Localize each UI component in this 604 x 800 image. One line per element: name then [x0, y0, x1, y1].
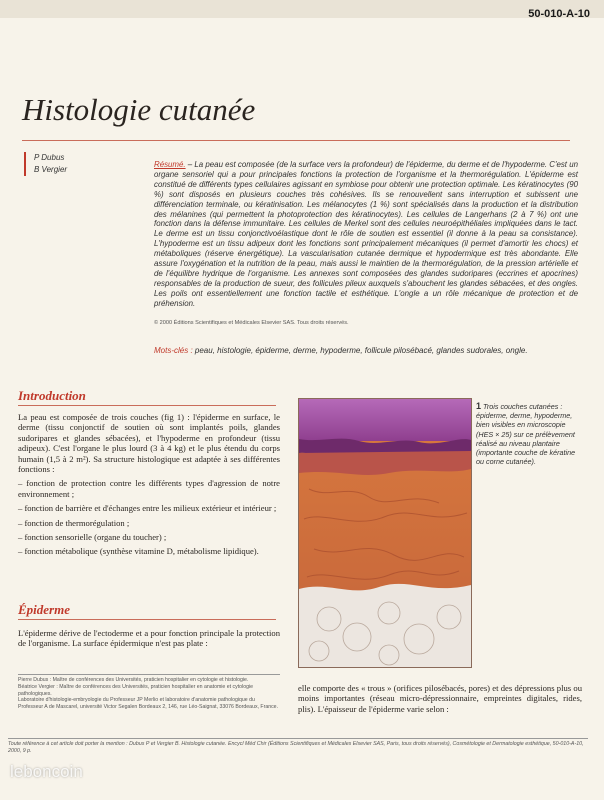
footnote-author: Pierre Dubus : Maître de conférences des Universités, praticien hospitalier en cytologie et histologie. [18, 677, 249, 683]
author-name: P Dubus [34, 153, 65, 162]
keywords-text: peau, histologie, épiderme, derme, hypoderme, follicule pilosébacé, glandes sudorales, ongle. [192, 346, 528, 355]
section-divider [18, 619, 276, 620]
function-item: – fonction de barrière et d'échanges entre les milieux extérieur et intérieur ; [18, 503, 277, 514]
introduction-body [18, 412, 280, 561]
section-heading-epiderme: Épiderme [18, 602, 70, 617]
leboncoin-watermark: leboncoin [10, 762, 83, 781]
function-item: – fonction métabolique (synthèse vitamine D, métabolisme lipidique). [18, 546, 259, 557]
function-item: – fonction de protection contre les différents types d'agression de notre environnement ; [18, 478, 280, 499]
figure-number: 1 [476, 401, 482, 411]
continuation-text: elle comporte des « trous » (orifices pilosébacés, pores) et des dépressions plus ou moins importantes (réseau micro-dépressionnaire, empreintes digitales, rides, plis). L'épaisseur de l'épiderme varie selon : [298, 683, 582, 714]
footnote-lab: Laboratoire d'histologie-embryologie du Professeur JP Merlio et laboratoire d'anatomie pathologique du Professeur A de Mascarel, université Victor Segalen Bordeaux 2, 146, rue Léo-Saignat, 33076 Bordeaux, France. [18, 697, 279, 711]
section-divider [18, 405, 276, 406]
article-reference: 50-010-A-10 [528, 8, 590, 20]
function-item: – fonction sensorielle (organe du toucher) ; [18, 532, 167, 543]
author-name: B Vergier [34, 165, 68, 174]
author-list [34, 152, 67, 176]
authors-accent-bar [24, 152, 26, 176]
micrograph-image [299, 399, 471, 667]
keywords [154, 346, 584, 355]
section-heading-introduction: Introduction [18, 388, 86, 403]
figure-caption [476, 402, 584, 466]
top-band [0, 0, 604, 18]
footnote-divider [18, 674, 280, 675]
copyright-notice: © 2000 Éditions Scientifiques et Médicales Elsevier SAS. Tous droits réservés. [154, 320, 349, 326]
introduction-paragraph: La peau est composée de trois couches (fig 1) : l'épiderme en surface, le derme (tissu conjonctif de soutien où sont implantés poils, glandes sudoripares et glandes sébacées), et l'hypoderme en profondeur (tissu adipeux). C'est l'organe le plus lourd (3 à 4 kg) et le plus étendu du corps humain (1,5 à 2 m²). Sa structure histologique est adaptée à ses différentes fonctions : [18, 412, 280, 475]
histology-micrograph [298, 398, 472, 668]
abstract-text: – La peau est composée (de la surface vers la profondeur) de l'épiderme, du derme et de l'hypoderme. C'est un organe sensoriel qui a pour principales fonctions la protection de l'organisme et la thermorégulation. L'épiderme est constitué de différents types cellulaires agissant en symbiose pour obtenir une protection optimale. Les kératinocytes (90 %) sont disposés en plusieurs couches très cohésives. Ils se renouvellent sans interruption et subissent une différenciation terminale, ou kératinisation. Les mélanocytes (1 %) sont spécialisés dans la production et la distribution des mélanines (qui permettent la photoprotection des kératinocytes). Les cellules de Langerhans (2 à 7 %) ont une fonction dans la défense immunitaire. Les cellules de Merkel sont des cellules neuroépithéliales impliquées dans le tact. Le derme est un tissu conjonctivoélastique dont le rôle de soutien est essentiel (il donne à la peau sa consistance). L'hypoderme est un tissu adipeux dont les fonctions sont principalement mécaniques (il permet d'amortir les chocs) et métaboliques (réserve énergétique). La vascularisation cutanée dermique et hypodermique est très abondante. Elle assure l'oxygénation et la nutrition de la peau, mais aussi le maintien de la thermorégulation, de la pression artérielle et de l'équilibre hydrique de l'organisme. Les annexes sont composées des glandes sudoripares (eccrines et apocrines) responsables de la production de sueur, des follicules pileux auxquels s'abouchent les glandes sébacées, et des ongles. Les poils ont essentiellement une fonction tactile et esthétique. L'ongle a un rôle mécanique de protection et de préhension. [154, 160, 578, 308]
article-title: Histologie cutanée [22, 92, 256, 127]
epiderme-paragraph: L'épiderme dérive de l'ectoderme et a pour fonction principale la protection de l'organisme. La surface épidermique n'est pas plate : [18, 628, 280, 649]
citation-note: Toute référence à cet article doit porter la mention : Dubus P et Vergier B. Histologie cutanée. Encycl Méd Chir (Éditions Scientifiques et Médicales Elsevier SAS, Paris, tous droits réservés), Cosmétologie et Dermatologie esthétique, 50-010-A-10, 2000, 9 p. [8, 741, 584, 754]
epiderme-body [18, 628, 280, 653]
function-item: – fonction de thermorégulation ; [18, 517, 130, 528]
figure-caption-text: Trois couches cutanées : épiderme, derme, hypoderme, bien visibles en microscopie (HES × 25) sur ce prélèvement réalisé au niveau plantaire (importante couche de kératine ou corne cutanée). [476, 402, 576, 467]
abstract-label: Résumé. [154, 160, 186, 169]
keywords-label: Mots-clés : [154, 346, 193, 355]
footnote-author: Béatrice Vergier : Maître de conférences des Universités, praticien hospitalier en anatomie et cytologie pathologiques. [18, 683, 253, 697]
title-divider [22, 140, 570, 141]
citation-divider [8, 738, 588, 739]
author-footnotes [18, 677, 280, 711]
abstract [154, 160, 578, 309]
